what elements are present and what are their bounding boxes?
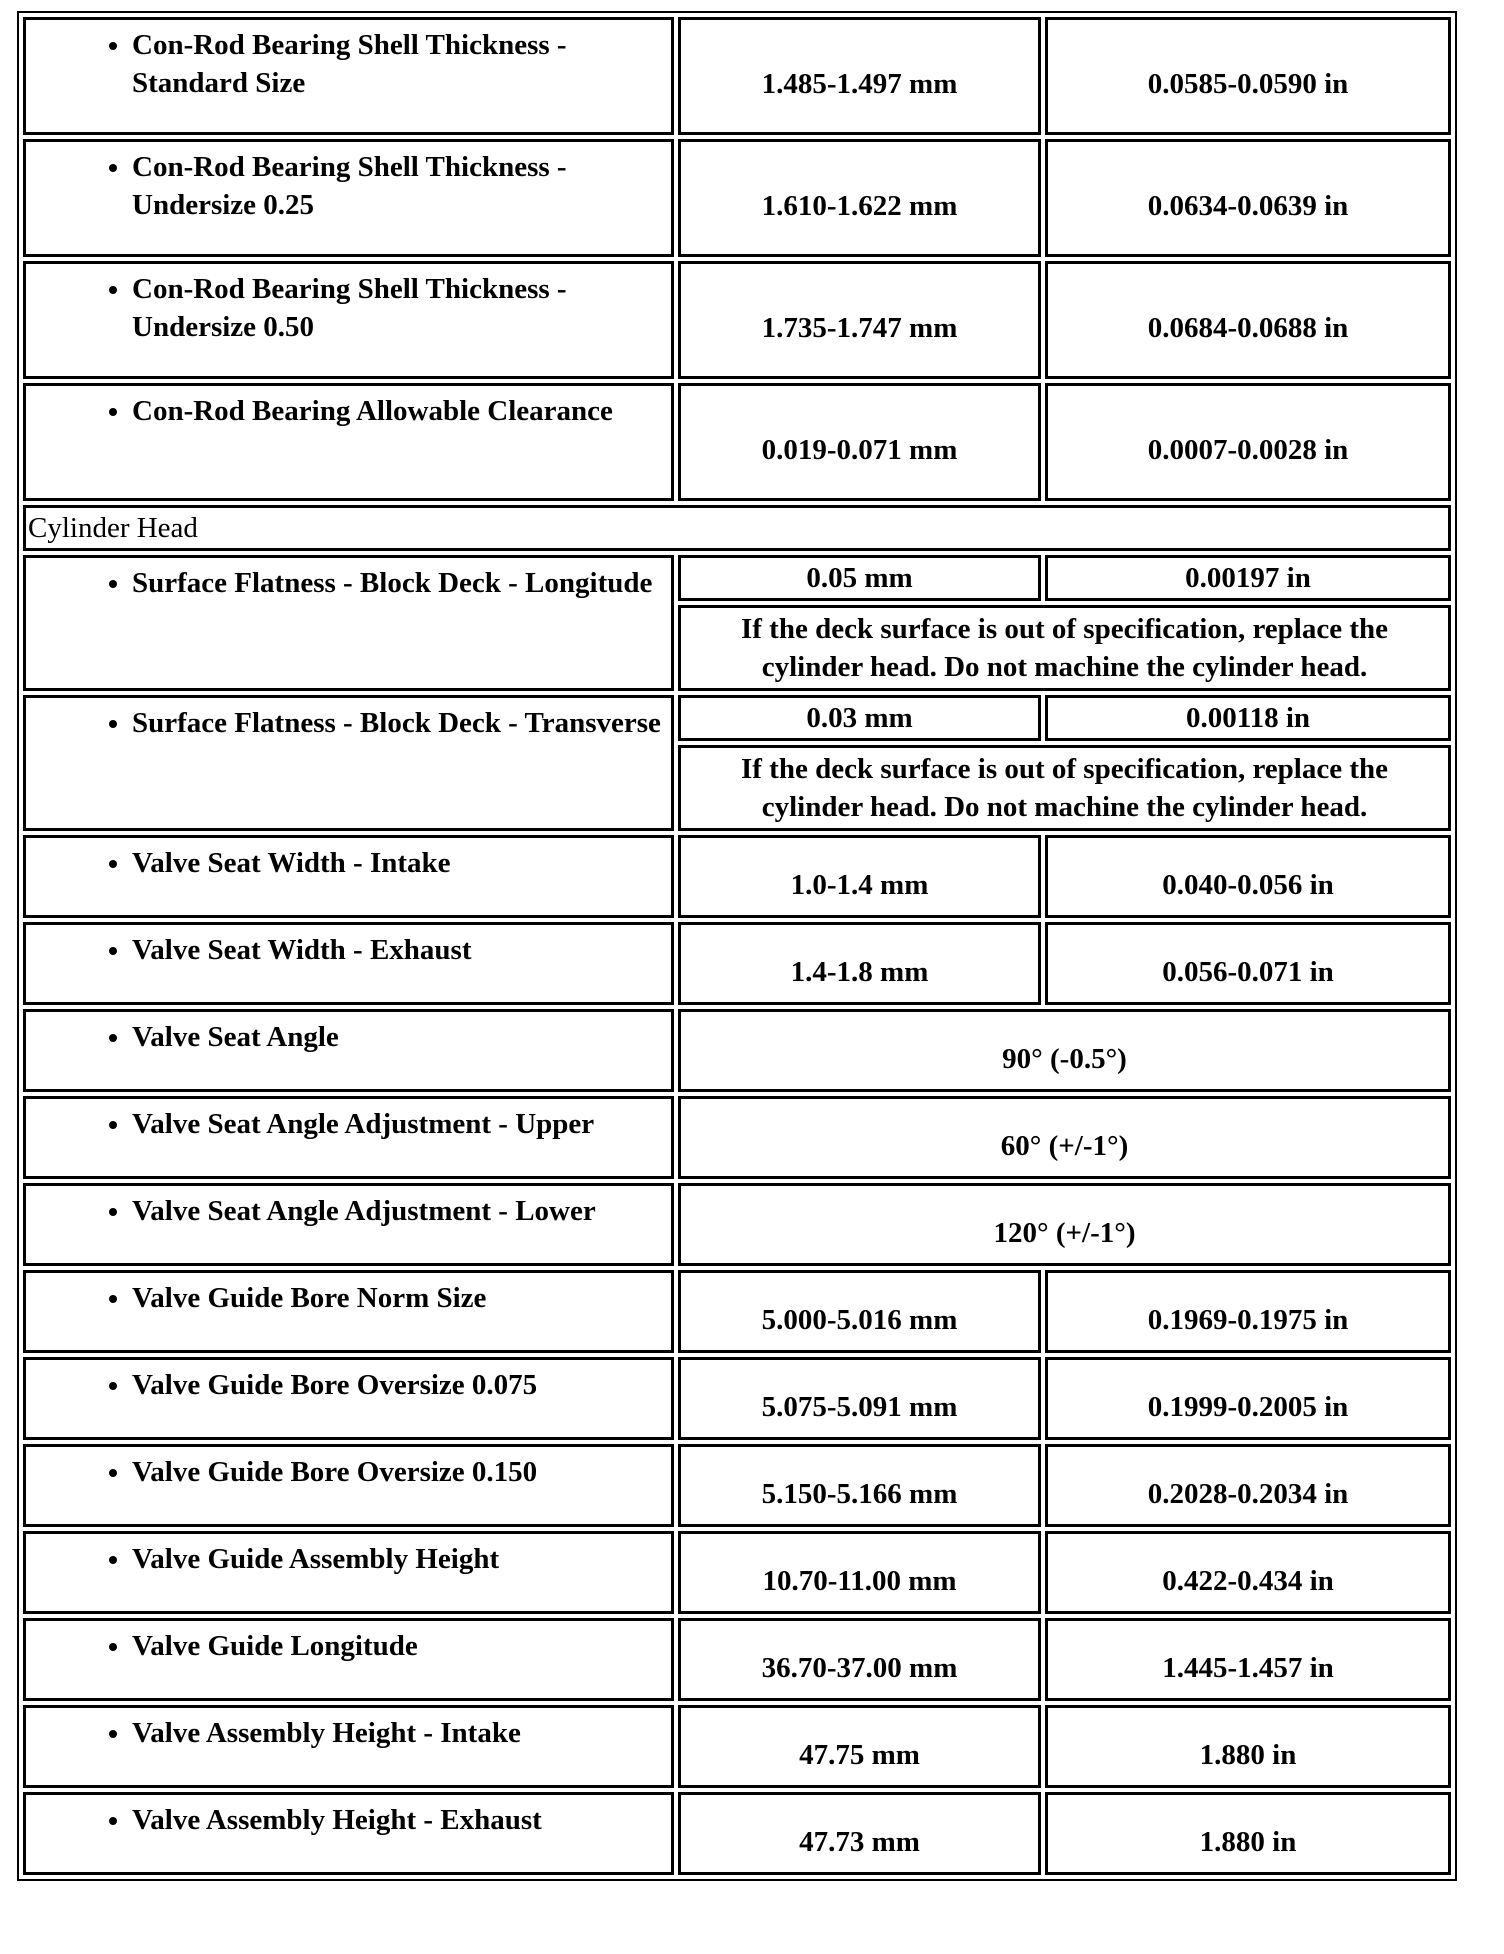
spec-label-cell: [23, 922, 674, 1005]
specifications-table-body: [23, 17, 1451, 1875]
spec-bullet-list: [26, 1447, 671, 1491]
spec-label: • Valve Guide Bore Norm Size: [132, 1279, 671, 1317]
section-row: [23, 505, 1451, 551]
table-row: [23, 1357, 1451, 1440]
table-row: [23, 835, 1451, 918]
spec-bullet-list: [26, 20, 671, 102]
spec-bullet-list: [26, 1360, 671, 1404]
spec-value-in: 0.040-0.056 in: [1045, 835, 1451, 918]
table-row: [23, 1009, 1451, 1092]
spec-label-cell: [23, 383, 674, 501]
spec-label: • Valve Guide Longitude: [132, 1627, 671, 1665]
spec-label: • Surface Flatness - Block Deck - Longitude: [132, 564, 671, 602]
table-row: [23, 1096, 1451, 1179]
spec-label: • Valve Guide Assembly Height: [132, 1540, 671, 1578]
table-row: [23, 1444, 1451, 1527]
specifications-table: [17, 11, 1457, 1881]
spec-value-in: 0.0634-0.0639 in: [1045, 139, 1451, 257]
spec-value: 60° (+/-1°): [678, 1096, 1451, 1179]
table-row: [23, 695, 1451, 741]
spec-value-mm: 36.70-37.00 mm: [678, 1618, 1041, 1701]
spec-label-cell: [23, 1618, 674, 1701]
spec-value: 90° (-0.5°): [678, 1009, 1451, 1092]
spec-label-cell: [23, 1444, 674, 1527]
table-row: [23, 1270, 1451, 1353]
spec-value-in: 0.00118 in: [1045, 695, 1451, 741]
spec-label: • Valve Seat Angle Adjustment - Upper: [132, 1105, 671, 1143]
spec-bullet-list: [26, 925, 671, 969]
spec-bullet-list: [26, 1099, 671, 1143]
spec-bullet-list: [26, 264, 671, 346]
spec-label: • Valve Seat Angle: [132, 1018, 671, 1056]
table-row: [23, 383, 1451, 501]
spec-label-cell: [23, 1270, 674, 1353]
spec-label: • Valve Assembly Height - Intake: [132, 1714, 671, 1752]
table-row: [23, 1705, 1451, 1788]
spec-value: 120° (+/-1°): [678, 1183, 1451, 1266]
spec-label-cell: [23, 17, 674, 135]
spec-label-cell: [23, 695, 674, 831]
spec-label: • Valve Seat Width - Exhaust: [132, 931, 671, 969]
table-row: [23, 261, 1451, 379]
spec-value-mm: 5.075-5.091 mm: [678, 1357, 1041, 1440]
spec-label: • Con-Rod Bearing Shell Thickness - Undersize 0.50: [132, 270, 671, 346]
spec-value-in: 0.1969-0.1975 in: [1045, 1270, 1451, 1353]
spec-label: • Valve Seat Angle Adjustment - Lower: [132, 1192, 671, 1230]
spec-bullet-list: [26, 142, 671, 224]
spec-value-mm: 0.03 mm: [678, 695, 1041, 741]
table-row: [23, 922, 1451, 1005]
spec-value-mm: 5.150-5.166 mm: [678, 1444, 1041, 1527]
spec-label: • Surface Flatness - Block Deck - Transverse: [132, 704, 671, 742]
spec-bullet-list: [26, 1012, 671, 1056]
spec-label-cell: [23, 1531, 674, 1614]
spec-value-mm: 0.019-0.071 mm: [678, 383, 1041, 501]
spec-label: • Valve Seat Width - Intake: [132, 844, 671, 882]
spec-label-cell: [23, 261, 674, 379]
spec-label-cell: [23, 1792, 674, 1875]
spec-bullet-list: [26, 1186, 671, 1230]
spec-value-mm: 5.000-5.016 mm: [678, 1270, 1041, 1353]
spec-label-cell: [23, 1009, 674, 1092]
spec-value-mm: 47.75 mm: [678, 1705, 1041, 1788]
table-row: [23, 1531, 1451, 1614]
spec-value-mm: 1.735-1.747 mm: [678, 261, 1041, 379]
spec-value-mm: 1.610-1.622 mm: [678, 139, 1041, 257]
table-row: [23, 1792, 1451, 1875]
spec-value-in: 1.880 in: [1045, 1792, 1451, 1875]
spec-label: • Con-Rod Bearing Allowable Clearance: [132, 392, 671, 430]
spec-label-cell: [23, 1096, 674, 1179]
table-row: [23, 1618, 1451, 1701]
spec-value-mm: 1.0-1.4 mm: [678, 835, 1041, 918]
spec-value-mm: 1.485-1.497 mm: [678, 17, 1041, 135]
table-row: [23, 17, 1451, 135]
spec-value-mm: 10.70-11.00 mm: [678, 1531, 1041, 1614]
table-row: [23, 139, 1451, 257]
spec-bullet-list: [26, 1534, 671, 1578]
spec-value-in: 1.445-1.457 in: [1045, 1618, 1451, 1701]
spec-value-in: 0.1999-0.2005 in: [1045, 1357, 1451, 1440]
spec-bullet-list: [26, 838, 671, 882]
table-row: [23, 1183, 1451, 1266]
spec-value-mm: 0.05 mm: [678, 555, 1041, 601]
section-heading: Cylinder Head: [23, 505, 1451, 551]
spec-note: If the deck surface is out of specification, replace the cylinder head. Do not machine the cylinder head.: [678, 745, 1451, 831]
spec-label: • Con-Rod Bearing Shell Thickness - Undersize 0.25: [132, 148, 671, 224]
spec-bullet-list: [26, 1273, 671, 1317]
spec-bullet-list: [26, 1795, 671, 1839]
spec-bullet-list: [26, 1708, 671, 1752]
spec-bullet-list: [26, 698, 671, 742]
spec-label-cell: [23, 555, 674, 691]
spec-value-in: 1.880 in: [1045, 1705, 1451, 1788]
spec-label: • Valve Assembly Height - Exhaust: [132, 1801, 671, 1839]
spec-bullet-list: [26, 558, 671, 602]
spec-label: • Valve Guide Bore Oversize 0.075: [132, 1366, 671, 1404]
spec-note: If the deck surface is out of specification, replace the cylinder head. Do not machine the cylinder head.: [678, 605, 1451, 691]
spec-value-in: 0.00197 in: [1045, 555, 1451, 601]
spec-label: • Con-Rod Bearing Shell Thickness - Standard Size: [132, 26, 671, 102]
spec-label-cell: [23, 139, 674, 257]
spec-value-in: 0.2028-0.2034 in: [1045, 1444, 1451, 1527]
spec-value-mm: 1.4-1.8 mm: [678, 922, 1041, 1005]
spec-bullet-list: [26, 1621, 671, 1665]
spec-label-cell: [23, 1183, 674, 1266]
spec-label: • Valve Guide Bore Oversize 0.150: [132, 1453, 671, 1491]
spec-value-in: 0.0007-0.0028 in: [1045, 383, 1451, 501]
spec-value-in: 0.0585-0.0590 in: [1045, 17, 1451, 135]
table-row: [23, 555, 1451, 601]
spec-value-mm: 47.73 mm: [678, 1792, 1041, 1875]
spec-bullet-list: [26, 386, 671, 430]
spec-label-cell: [23, 835, 674, 918]
spec-label-cell: [23, 1357, 674, 1440]
spec-value-in: 0.422-0.434 in: [1045, 1531, 1451, 1614]
spec-label-cell: [23, 1705, 674, 1788]
spec-value-in: 0.0684-0.0688 in: [1045, 261, 1451, 379]
spec-value-in: 0.056-0.071 in: [1045, 922, 1451, 1005]
